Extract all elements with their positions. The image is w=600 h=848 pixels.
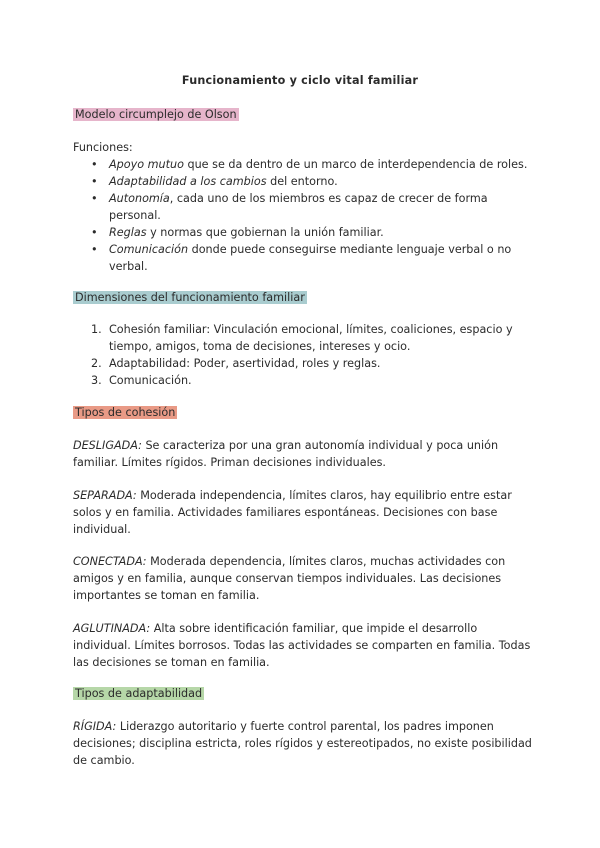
adaptabilidad-paragraph: RÍGIDA: Liderazgo autoritario y fuerte control parental, los padres imponen decisiones; disciplina estricta, roles rígidos y estereotipados, no existe posibilidad de cambio.	[73, 720, 532, 767]
section-heading-dimensiones: Dimensiones del funcionamiento familiar	[75, 291, 305, 304]
list-item: • Adaptabilidad a los cambios del entorno.	[73, 173, 533, 190]
section-adaptabilidad	[73, 685, 533, 702]
cohesion-paragraph: DESLIGADA: Se caracteriza por una gran autonomía individual y poca unión familiar. Límites rígidos. Priman decisiones individuales.	[73, 439, 499, 469]
section-dimensiones	[73, 289, 533, 306]
dimensiones-list-wrap	[73, 321, 533, 389]
dimensiones-list	[73, 321, 533, 389]
list-item: 3. Comunicación.	[91, 374, 192, 387]
list-item: 2. Adaptabilidad: Poder, asertividad, roles y reglas.	[91, 357, 381, 370]
list-item: • Reglas y normas que gobiernan la unión familiar.	[73, 224, 533, 241]
list-item: • Apoyo mutuo que se da dentro de un marco de interdependencia de roles.	[73, 156, 533, 173]
functions-list	[73, 156, 533, 275]
list-item: • Autonomía, cada uno de los miembros es capaz de crecer de forma personal.	[73, 190, 533, 224]
section-heading-olson: Modelo circumplejo de Olson	[75, 108, 237, 121]
section-olson	[73, 106, 533, 123]
section-cohesion	[73, 404, 533, 421]
section-heading-cohesion: Tipos de cohesión	[75, 406, 176, 419]
page-title: Funcionamiento y ciclo vital familiar	[181, 74, 419, 87]
list-item: • Comunicación donde puede conseguirse mediante lenguaje verbal o no verbal.	[73, 241, 533, 275]
functions-intro: Funciones:	[73, 141, 133, 154]
list-item: 1. Cohesión familiar: Vinculación emocional, límites, coaliciones, espacio y tiempo, amigos, toma de decisiones, intereses y ocio.	[91, 323, 513, 353]
cohesion-paragraph: CONECTADA: Moderada dependencia, límites claros, muchas actividades con amigos y en familia, aunque conservan tiempos individuales. Las decisiones importantes se toman en familia.	[73, 555, 506, 602]
cohesion-paragraph: SEPARADA: Moderada independencia, límites claros, hay equilibrio entre estar solos y en familia. Actividades familiares espontáneas. Decisiones con base individual.	[73, 489, 512, 536]
olson-functions	[73, 139, 533, 275]
section-heading-adaptabilidad: Tipos de adaptabilidad	[75, 687, 203, 700]
cohesion-paragraph: AGLUTINADA: Alta sobre identificación familiar, que impide el desarrollo individual. Límites borrosos. Todas las actividades se comparten en familia. Todas las decisiones se toman en familia.	[73, 622, 531, 669]
